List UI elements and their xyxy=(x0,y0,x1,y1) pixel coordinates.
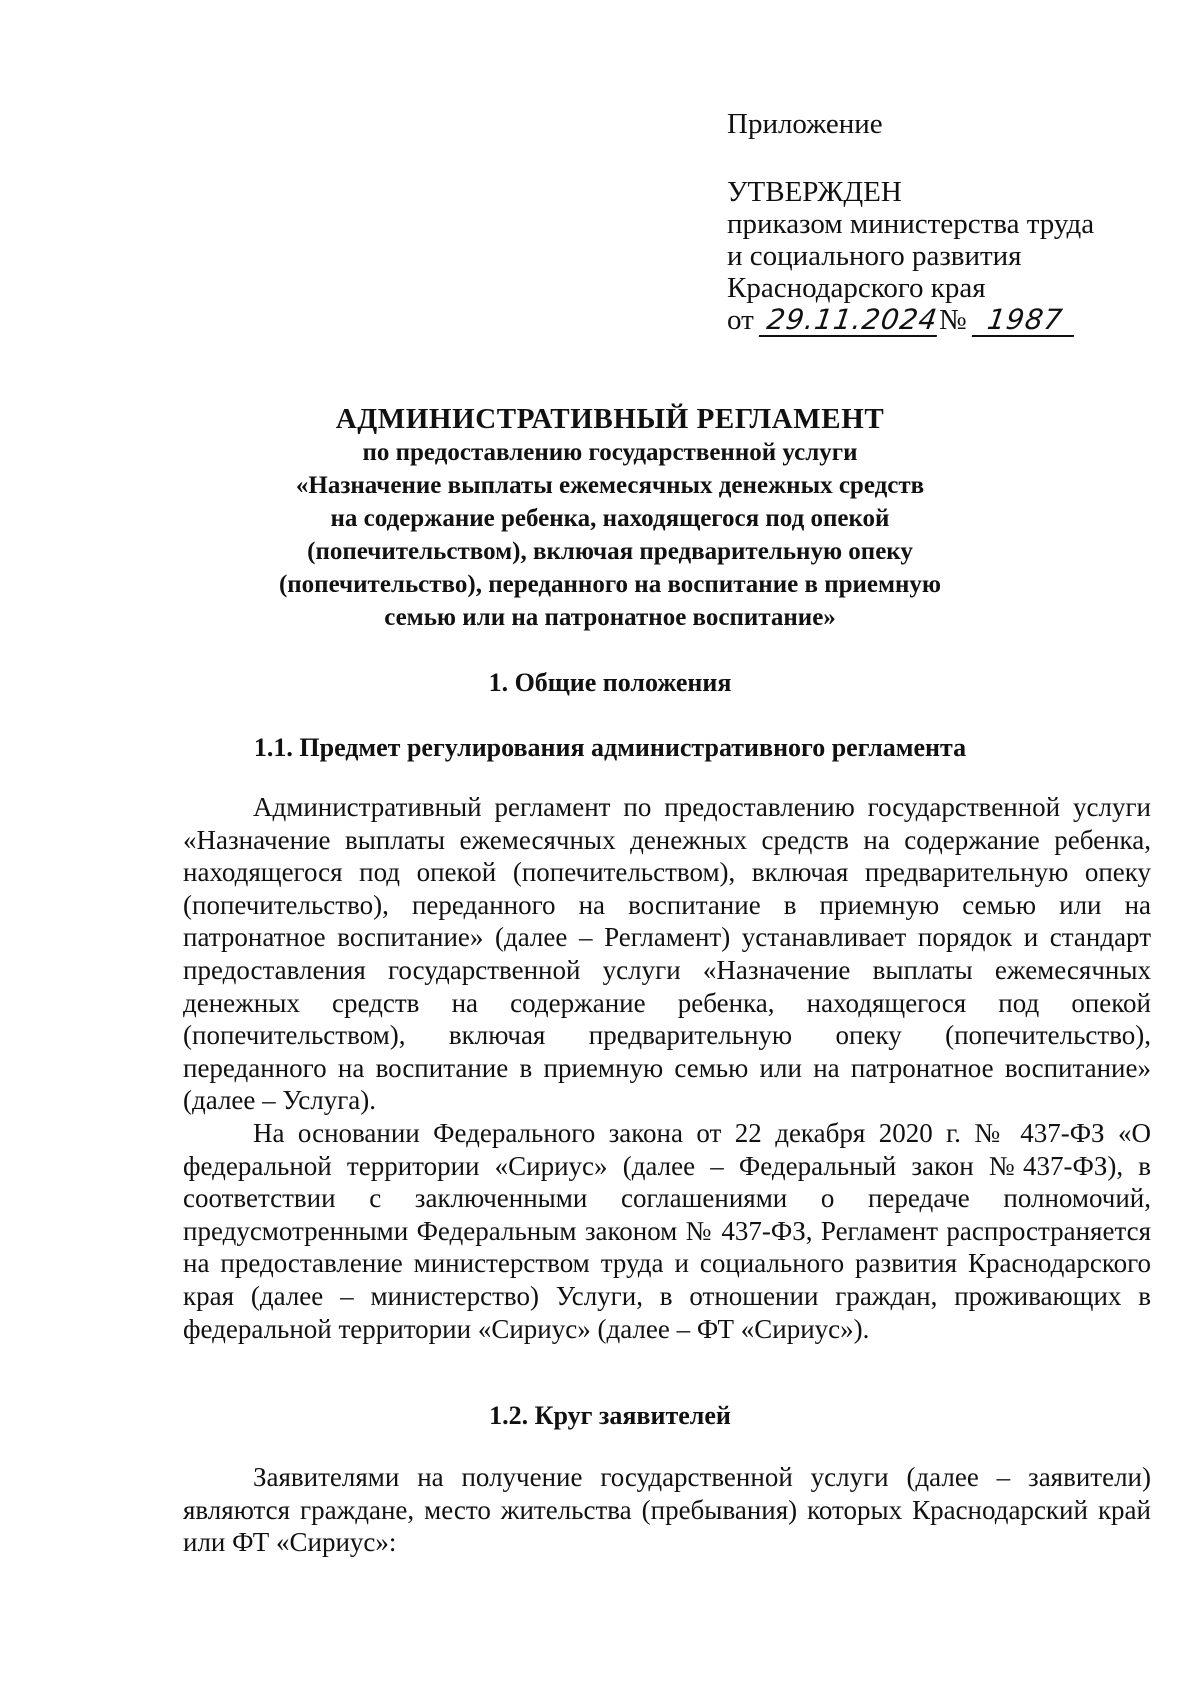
handwritten-date: 29.11.2024 xyxy=(759,305,941,337)
section-1-1-paragraph-2: На основании Федерального закона от 22 декабря 2020 г. № 437-ФЗ «О федеральной территории «Сириус» (далее – Федеральный закон №437-ФЗ), в соответствии с заключенными соглашениями о передаче полномочий, предусмотренными Федеральным законом № 437-ФЗ, Регламент распространяется на предоставление министерством труда и социального развития Краснодарского края (далее – министерство) Услуги, в отношении граждан, проживающих в федеральной территории «Сириус» (далее – ФТ «Сириус»). xyxy=(183,1118,1151,1344)
handwritten-order-number: 1987 xyxy=(972,305,1078,337)
title-line-5: (попечительство), переданного на воспитание в приемную xyxy=(278,571,942,598)
section-1-heading: 1. Общие положения xyxy=(488,668,732,697)
title-line-6: семью или на патронатное воспитание» xyxy=(384,604,836,631)
title-line-2: «Назначение выплаты ежемесячных денежных средств xyxy=(295,472,925,499)
document-title xyxy=(180,402,1040,634)
annex-label: Приложение xyxy=(727,108,883,140)
from-prefix: от xyxy=(727,304,754,336)
section-1-1-heading: 1.1. Предмет регулирования административного регламента xyxy=(253,733,967,762)
title-line-3: на содержание ребенка, находящегося под опекой xyxy=(330,505,890,532)
section-1-2-heading: 1.2. Круг заявителей xyxy=(489,1401,731,1430)
title-line-4: (попечительством), включая предварительную опеку xyxy=(307,538,913,565)
section-1-1-paragraph-1: Административный регламент по предоставлению государственной услуги «Назначение выплаты ежемесячных денежных средств на содержание ребенка, находящегося под опекой (попечительством), включая предварительную опеку (попечительство), переданного на воспитание в приемную семью или на патронатное воспитание» (далее – Регламент) устанавливает порядок и стандарт предоставления государственной услуги «Назначение выплаты ежемесячных денежных средств на содержание ребенка, находящегося под опекой (попечительством), включая предварительную опеку (попечительство), переданного на воспитание в приемную семью или на патронатное воспитание» (далее – Услуга). xyxy=(183,792,1151,1116)
approval-line-3: Краснодарского края xyxy=(727,272,986,304)
approval-line-1: приказом министерства труда xyxy=(727,208,1095,240)
approval-block xyxy=(727,108,1147,337)
title-main: АДМИНИСТРАТИВНЫЙ РЕГЛАМЕНТ xyxy=(335,403,885,435)
title-line-1: по предоставлению государственной услуги xyxy=(362,439,858,466)
section-1-2-paragraph-1: Заявителями на получение государственной услуги (далее – заявители) являются граждане, место жительства (пребывания) которых Краснодарский край или ФТ «Сириус»: xyxy=(183,1462,1151,1558)
number-sign: № xyxy=(939,304,967,336)
approval-line-2: и социального развития xyxy=(727,240,1022,272)
approved-label: УТВЕРЖДЕН xyxy=(727,176,902,208)
order-date-number-line xyxy=(727,304,1147,337)
